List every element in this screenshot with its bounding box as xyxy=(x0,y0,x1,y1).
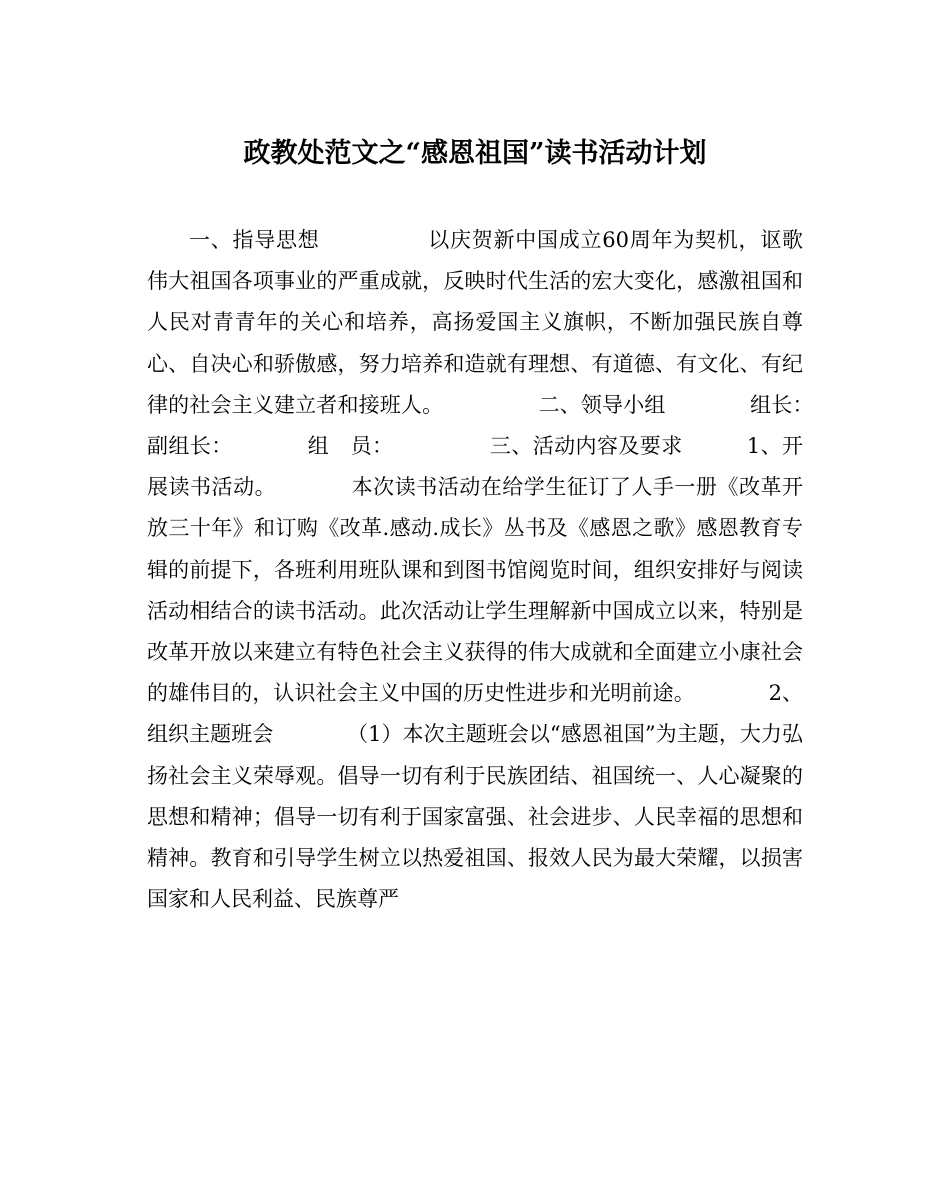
document-title: 政教处范文之“感恩祖国”读书活动计划 xyxy=(243,138,707,169)
document-body: 一、指导思想 以庆贺新中国成立60周年为契机，讴歌伟大祖国各项事业的严重成就，反映时代生活的宏大变化，感激祖国和人民对青青年的关心和培养，高扬爱国主义旗帜，不断加强民族自尊心、自决心和骄傲感，努力培养和造就有理想、有道德、有文化、有纪律的社会主义建立者和接班人。 二、领导小组 组长： 副组长： 组 员： 三、活动内容及要求 1、开展读书活动。 本次读书活动在给学生征订了人手一册《改革开放三十年》和订购《改革.感动.成长》丛书及《感恩之歌》感恩教育专辑的前提下，各班利用班队课和到图书馆阅览时间，组织安排好与阅读活动相结合的读书活动。此次活动让学生理解新中国成立以来，特别是改革开放以来建立有特色社会主义获得的伟大成就和全面建立小康社会的雄伟目的，认识社会主义中国的历史性进步和光明前途。 2、组织主题班会 （1）本次主题班会以“感恩祖国”为主题，大力弘扬社会主义荣辱观。倡导一切有利于民族团结、祖国统一、人心凝聚的思想和精神；倡导一切有利于国家富强、社会进步、人民幸福的思想和精神。教育和引导学生树立以热爱祖国、报效人民为最大荣耀，以损害国家和人民利益、民族尊严 xyxy=(147,228,887,912)
